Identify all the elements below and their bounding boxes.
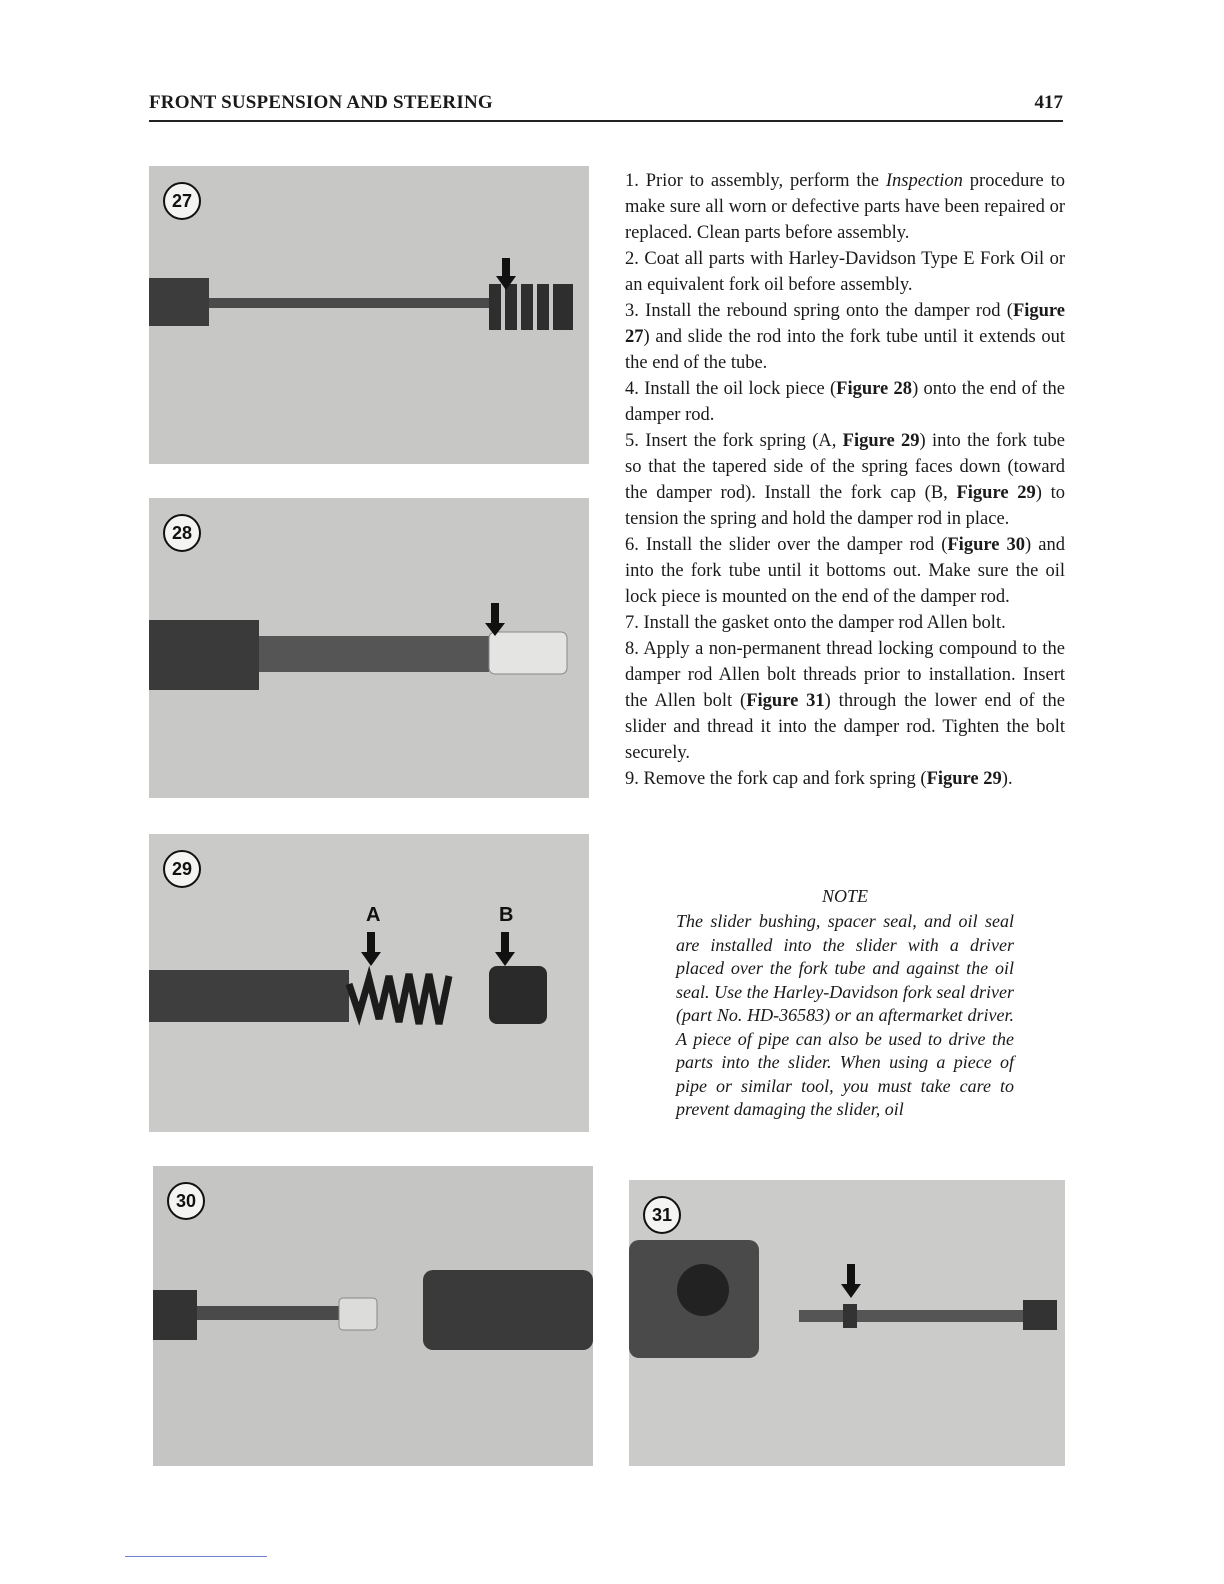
figure-reference: Figure 27: [625, 301, 1066, 347]
step-text: Install the gasket onto the damper rod Allen bolt.: [643, 613, 1006, 633]
figure-30-photo: [153, 1166, 593, 1466]
oil-lock-piece-illustration: [149, 498, 589, 798]
fork-spring-cap-illustration: [149, 834, 589, 1132]
figure-27-photo: [149, 166, 589, 464]
step-text: Install the oil lock piece (: [644, 379, 837, 399]
step-1: [625, 168, 1065, 246]
figure-31-photo: [629, 1180, 1065, 1466]
figure-27-number: 27: [163, 182, 201, 220]
page-header: [149, 92, 1063, 122]
step-text: Install the slider over the damper rod (: [645, 535, 948, 555]
note-title: NOTE: [821, 886, 868, 906]
step-number: 4.: [625, 379, 639, 399]
figure-reference: Figure 29: [956, 483, 1036, 503]
step-text: ) and into the fork tube until it bottoms out. Make sure the oil lock piece is mounted on the end of the damper rod.: [625, 535, 1066, 607]
step-number: 3.: [625, 301, 639, 321]
figure-28-number: 28: [163, 514, 201, 552]
step-9: [625, 766, 1065, 792]
figure-reference: Figure 28: [836, 379, 913, 399]
assembly-steps: [625, 168, 1065, 792]
step-text: Prior to assembly, perform the: [645, 171, 886, 191]
step-8: [625, 636, 1065, 766]
step-number: 9.: [625, 769, 639, 789]
step-text: procedure to make sure all worn or defective parts have been repaired or replaced. Clean parts before assembly.: [625, 171, 1065, 243]
figure-29-number: 29: [163, 850, 201, 888]
step-text: Insert the fork spring (A,: [645, 431, 843, 451]
figure-29-label-b: B: [499, 904, 514, 926]
step-5: [625, 428, 1065, 532]
step-text: ) through the lower end of the slider and thread it into the damper rod. Tighten the bolt securely.: [625, 691, 1065, 763]
step-number: 1.: [625, 171, 639, 191]
step-number: 2.: [625, 249, 639, 269]
step-text: Remove the fork cap and fork spring (: [643, 769, 927, 789]
figure-reference: Figure 29: [926, 769, 1002, 789]
figure-reference: Figure 30: [947, 535, 1026, 555]
figure-reference: Figure 29: [842, 431, 920, 451]
step-text: ) onto the end of the damper rod.: [625, 379, 1065, 425]
step-7: [625, 610, 1065, 636]
step-text: Coat all parts with Harley-Davidson Type E Fork Oil or an equivalent fork oil before assembly.: [625, 249, 1066, 295]
page-number: 417: [1034, 92, 1063, 113]
damper-rod-illustration: [149, 166, 589, 464]
slider-illustration: [153, 1166, 593, 1466]
figure-29-label-a: A: [366, 904, 381, 926]
emphasis-text: Inspection: [885, 171, 963, 191]
step-text: Apply a non-permanent thread locking compound to the damper rod Allen bolt threads prior to installation. Insert the Allen bolt (: [625, 639, 1065, 711]
step-text: ) and slide the rod into the fork tube until it extends out the end of the tube.: [625, 327, 1065, 373]
step-2: [625, 246, 1065, 298]
step-text: ) to tension the spring and hold the damper rod in place.: [625, 483, 1065, 529]
figure-30-number: 30: [167, 1182, 205, 1220]
step-text: ) into the fork tube so that the tapered side of the spring faces down (toward the damper rod). Install the fork cap (B,: [625, 431, 1065, 503]
figure-28-photo: [149, 498, 589, 798]
step-6: [625, 532, 1065, 610]
step-number: 5.: [625, 431, 639, 451]
figure-31-number: 31: [643, 1196, 681, 1234]
step-3: [625, 298, 1065, 376]
step-text: ).: [1001, 769, 1013, 789]
figure-29-photo: [149, 834, 589, 1132]
note-text: The slider bushing, spacer seal, and oil seal are installed into the slider with a driver placed over the fork tube and against the oil seal. Use the Harley-Davidson fork seal driver (part No. HD-36583) or an aftermarket driver. A piece of pipe can also be used to drive the parts into the slider. When using a piece of pipe or similar tool, you must take care to prevent damaging the slider, oil: [676, 911, 1014, 1119]
step-4: [625, 376, 1065, 428]
step-number: 8.: [625, 639, 639, 659]
step-number: 6.: [625, 535, 639, 555]
step-number: 7.: [625, 613, 639, 633]
chapter-title: FRONT SUSPENSION AND STEERING: [149, 92, 493, 113]
footer-rule: [125, 1556, 267, 1557]
figure-reference: Figure 31: [746, 691, 825, 711]
step-text: Install the rebound spring onto the damper rod (: [645, 301, 1013, 321]
allen-bolt-illustration: [629, 1180, 1065, 1466]
